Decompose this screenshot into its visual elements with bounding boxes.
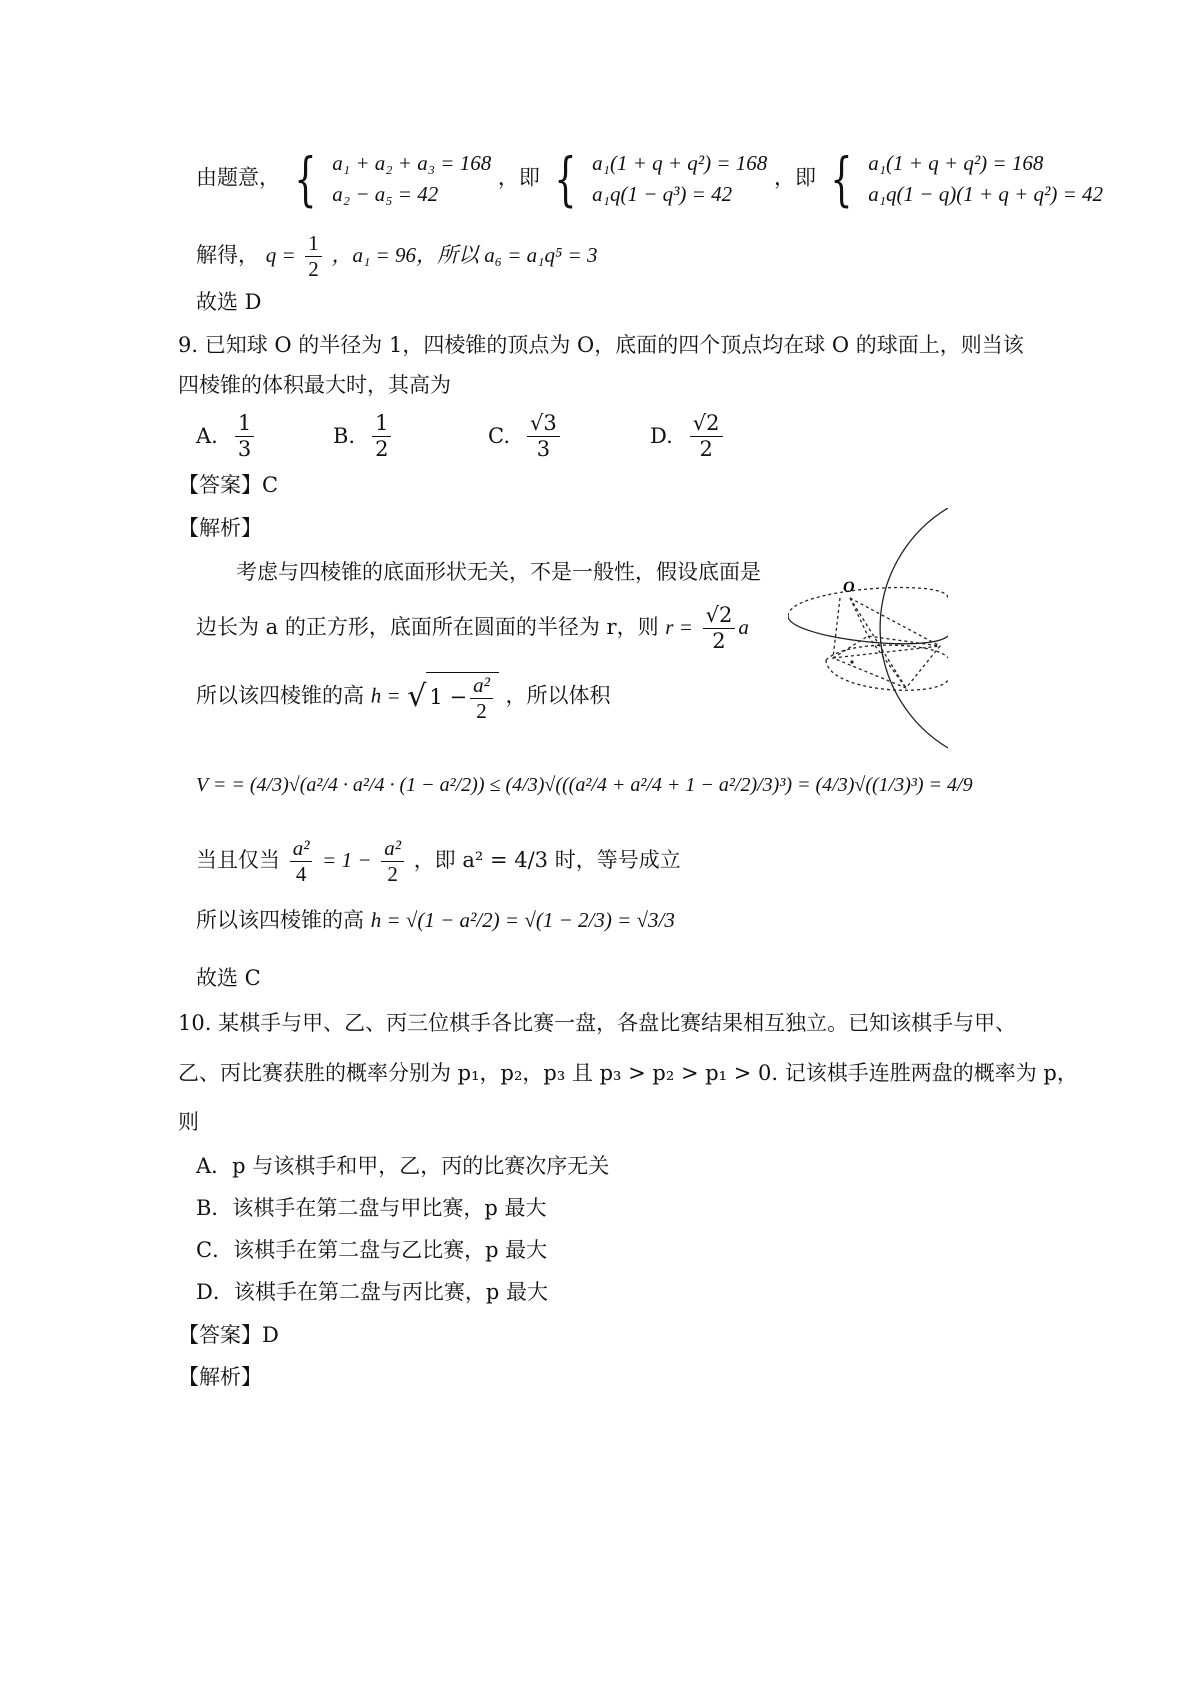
sphere-pyramid-figure [788, 508, 948, 758]
r-label: r = [665, 615, 693, 639]
q9-analysis-p1: 考虑与四棱锥的底面形状无关，不是一般性，假设底面是 [236, 560, 761, 584]
equation-system-1 [332, 153, 491, 205]
text: 所以该四棱锥的高 [196, 908, 364, 932]
a-variable: a [738, 615, 749, 639]
numerator: 1 [235, 413, 254, 437]
q10-analysis-label: 【解析】 [178, 1365, 262, 1389]
height-expression: h = √(1 − a²/2) = √(1 − 2/3) = √3/3 [370, 908, 675, 932]
separator: ，即 [773, 165, 816, 190]
denominator: 2 [308, 257, 319, 281]
sqrt-icon: √ [407, 679, 427, 714]
numerator: 1 [372, 413, 391, 437]
text: 所以该四棱锥的高 [196, 683, 364, 708]
a1-result: ，a₁ = 96，所以 a₆ = a₁q⁵ = 3 [331, 243, 598, 267]
equation: a₁q(1 − q)(1 + q + q²) = 42 [868, 182, 1104, 206]
equation: a₁ + a₂ + a₃ = 168 [332, 151, 492, 175]
denominator: 3 [536, 437, 551, 461]
equation: a₂ − a₅ = 42 [332, 182, 439, 206]
separator: ，即 [497, 165, 540, 190]
q10-option-c: C．该棋手在第二盘与乙比赛，p 最大 [196, 1238, 548, 1262]
fraction [235, 413, 254, 460]
q9-answer: 【答案】C [178, 473, 279, 497]
equation-system-2 [592, 153, 767, 205]
vertex-label-o: O [843, 579, 855, 596]
sphere-outline [880, 508, 948, 748]
option-b [333, 413, 394, 460]
q9-line2: 四棱锥的体积最大时，其高为 [178, 373, 451, 397]
option-label: C. [488, 424, 510, 448]
sol8-choose: 故选 D [196, 290, 262, 314]
fraction [470, 675, 493, 722]
sol8-solve-line [196, 233, 597, 280]
q10-line3: 则 [178, 1110, 199, 1134]
v-label: V = [196, 774, 227, 796]
equation-system-3 [868, 153, 1103, 205]
left-brace-icon: { [553, 145, 577, 213]
radicand-text: 1 − [429, 685, 468, 709]
text: 当且仅当 [196, 848, 280, 872]
fraction: $\frac{\text{a²}}{2}$ [381, 838, 404, 885]
q10-line1: 10. 某棋手与甲、乙、丙三位棋手各比赛一盘，各盘比赛结果相互独立。已知该棋手与甲、 [178, 1011, 1017, 1035]
denominator: 2 [712, 629, 726, 653]
equator-front [788, 616, 948, 644]
fraction [703, 605, 736, 652]
denominator: 3 [237, 437, 252, 461]
denominator: 2 [375, 437, 389, 461]
option-d [650, 413, 726, 460]
equation: a₁(1 + q + q²) = 168 [868, 151, 1044, 175]
q9-line1: 9. 已知球 O 的半径为 1，四棱锥的顶点为 O，底面的四个顶点均在球 O 的球面上，则当该 [178, 333, 1024, 357]
equals: = 1 − [322, 848, 372, 872]
equation: a₁(1 + q + q²) = 168 [592, 151, 768, 175]
text: 边长为 a 的正方形，底面所在圆面的半径为 r，则 [196, 615, 659, 639]
denominator: 2 [476, 699, 487, 723]
q9-height-line [196, 910, 675, 931]
q10-option-a: A．p 与该棋手和甲，乙，丙的比赛次序无关 [196, 1154, 610, 1178]
numerator: √2 [690, 413, 723, 437]
solve-prefix: 解得， [196, 243, 259, 267]
q10-option-b: B．该棋手在第二盘与甲比赛，p 最大 [196, 1196, 547, 1220]
base-circle-front [826, 660, 948, 690]
left-brace-icon: { [294, 145, 317, 213]
fraction [690, 413, 723, 460]
q9-analysis-p3 [196, 672, 611, 722]
sol8-system-line [196, 145, 1104, 213]
sol8-intro: 由题意， [196, 165, 280, 190]
option-label: B. [333, 424, 356, 448]
option-label: A. [196, 424, 218, 448]
q9-equality-condition [196, 838, 681, 885]
q9-volume-line [196, 775, 973, 795]
numerator: 1 [305, 233, 322, 257]
option-a [196, 413, 257, 460]
fraction: $\frac{\text{a²}}{4}$ [290, 838, 313, 885]
q9-analysis-label: 【解析】 [178, 516, 262, 540]
radicand [426, 672, 498, 722]
q-label: q = [265, 243, 296, 267]
equation: a₁q(1 − q³) = 42 [592, 182, 733, 206]
q10-line2: 乙、丙比赛获胜的概率分别为 p₁，p₂，p₃ 且 p₃ > p₂ > p₁ > 0. 记该棋手连胜两盘的概率为 p， [178, 1061, 1078, 1085]
option-c [488, 413, 563, 460]
denominator: 2 [699, 437, 713, 461]
fraction [527, 413, 560, 460]
option-label: D. [650, 424, 673, 448]
text: ，即 a² = 4/3 时，等号成立 [413, 848, 681, 872]
numerator: a² [470, 675, 493, 699]
q10-option-d: D．该棋手在第二盘与丙比赛，p 最大 [196, 1280, 548, 1304]
left-brace-icon: { [830, 145, 853, 213]
numerator: √3 [527, 413, 560, 437]
q9-choose: 故选 C [196, 966, 261, 990]
q10-answer: 【答案】D [178, 1323, 279, 1347]
base-center-dot [850, 660, 853, 663]
fraction [305, 233, 322, 280]
equator-back [788, 588, 948, 616]
fraction [372, 413, 391, 460]
numerator: √2 [703, 605, 736, 629]
text: ，所以体积 [505, 683, 611, 708]
volume-expression: = (4/3)√(a²/4 · a²/4 · (1 − a²/2)) ≤ (4/3)√(((a²/4 + a²/4 + 1 − a²/2)/3)³) = (4/3)√((1/3)³) = 4/9 [231, 774, 973, 796]
h-label: h = [370, 683, 401, 708]
q9-analysis-p2 [196, 605, 749, 652]
